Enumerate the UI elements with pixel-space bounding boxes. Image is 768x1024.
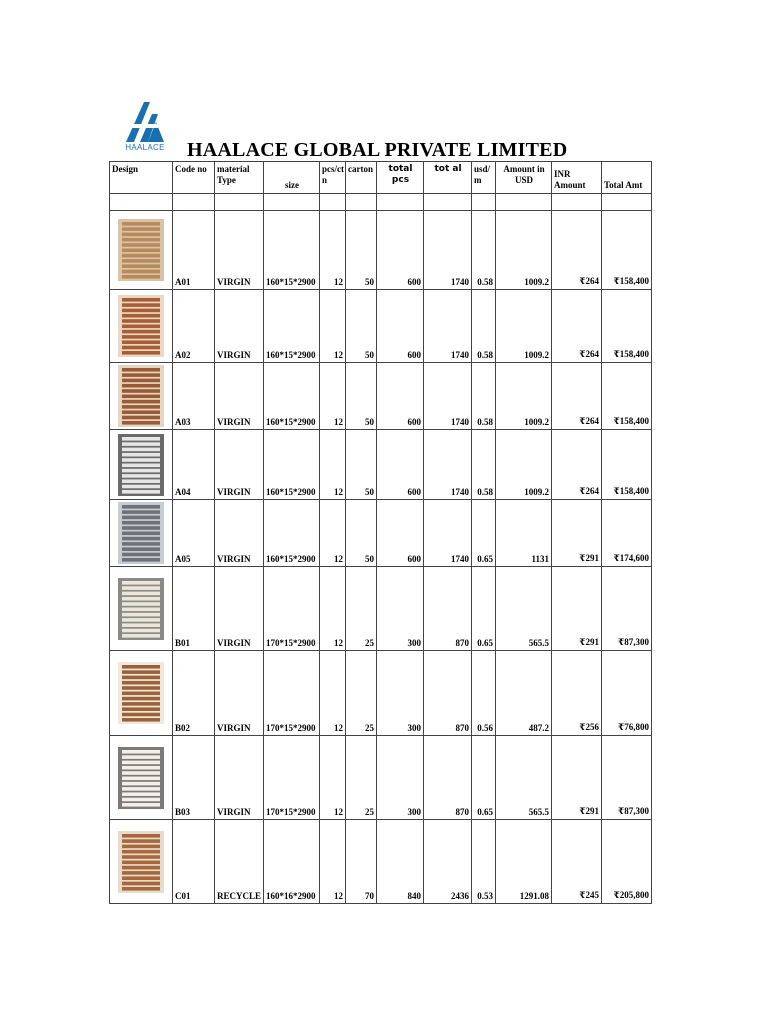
total-amt-cell: ₹205,800 xyxy=(602,820,652,904)
total-m-cell: 870 xyxy=(424,736,472,820)
amount-usd-cell: 1009.2 xyxy=(496,290,552,363)
code-cell: B01 xyxy=(173,567,215,651)
company-title: HAALACE GLOBAL PRIVATE LIMITED xyxy=(187,139,568,161)
total-pcs-cell: 600 xyxy=(377,500,424,567)
table-row xyxy=(110,567,652,651)
pcs-cell: 12 xyxy=(320,363,346,430)
amount-usd-cell: 565.5 xyxy=(496,736,552,820)
pcs-cell: 12 xyxy=(320,290,346,363)
material-cell: RECYCLE xyxy=(215,820,264,904)
carton-cell: 50 xyxy=(346,363,377,430)
design-image-cell xyxy=(110,567,173,651)
material-cell: VIRGIN xyxy=(215,567,264,651)
usd-m-cell: 0.58 xyxy=(472,211,496,290)
total-m-cell: 870 xyxy=(424,651,472,736)
carton-cell: 25 xyxy=(346,567,377,651)
material-cell: VIRGIN xyxy=(215,430,264,500)
code-cell: A04 xyxy=(173,430,215,500)
blind-sample-image xyxy=(118,662,164,724)
carton-cell: 50 xyxy=(346,430,377,500)
total-pcs-cell: 600 xyxy=(377,211,424,290)
total-amt-cell: ₹87,300 xyxy=(602,567,652,651)
carton-cell: 25 xyxy=(346,736,377,820)
usd-m-cell: 0.53 xyxy=(472,820,496,904)
blind-sample-image xyxy=(118,831,164,893)
amount-usd-cell: 1009.2 xyxy=(496,363,552,430)
code-cell: A01 xyxy=(173,211,215,290)
carton-cell: 25 xyxy=(346,651,377,736)
col-header-code: Code no xyxy=(173,162,215,194)
pcs-cell: 12 xyxy=(320,430,346,500)
amount-usd-cell: 1291.08 xyxy=(496,820,552,904)
total-amt-cell: ₹158,400 xyxy=(602,211,652,290)
col-header-material: material Type xyxy=(215,162,264,194)
table-row xyxy=(110,363,652,430)
table-row xyxy=(110,430,652,500)
blind-sample-image xyxy=(118,747,164,809)
total-pcs-cell: 600 xyxy=(377,430,424,500)
material-cell: VIRGIN xyxy=(215,736,264,820)
col-header-usd-m: usd/ m xyxy=(472,162,496,194)
usd-m-cell: 0.65 xyxy=(472,567,496,651)
table-row xyxy=(110,211,652,290)
col-header-total-amt: Total Amt xyxy=(602,162,652,194)
total-pcs-cell: 300 xyxy=(377,567,424,651)
haalace-logo-icon xyxy=(118,100,172,144)
inr-amount-cell: ₹291 xyxy=(552,567,602,651)
company-logo xyxy=(118,100,172,156)
carton-cell: 50 xyxy=(346,290,377,363)
material-cell: VIRGIN xyxy=(215,363,264,430)
header-row xyxy=(110,162,652,194)
material-cell: VIRGIN xyxy=(215,651,264,736)
table-row xyxy=(110,736,652,820)
total-pcs-cell: 300 xyxy=(377,651,424,736)
col-header-total-pcs: total pcs xyxy=(377,162,424,194)
carton-cell: 50 xyxy=(346,211,377,290)
design-image-cell xyxy=(110,651,173,736)
code-cell: A03 xyxy=(173,363,215,430)
blank-row xyxy=(110,194,652,211)
code-cell: C01 xyxy=(173,820,215,904)
table-row xyxy=(110,651,652,736)
size-cell: 170*15*2900 xyxy=(264,567,320,651)
blind-sample-image xyxy=(118,295,164,357)
design-image-cell xyxy=(110,500,173,567)
usd-m-cell: 0.58 xyxy=(472,430,496,500)
usd-m-cell: 0.56 xyxy=(472,651,496,736)
code-cell: A02 xyxy=(173,290,215,363)
pcs-cell: 12 xyxy=(320,211,346,290)
table-row xyxy=(110,290,652,363)
size-cell: 160*15*2900 xyxy=(264,500,320,567)
inr-amount-cell: ₹291 xyxy=(552,500,602,567)
logo-text: HAALACE xyxy=(125,143,165,152)
total-amt-cell: ₹174,600 xyxy=(602,500,652,567)
table-row xyxy=(110,500,652,567)
material-cell: VIRGIN xyxy=(215,500,264,567)
total-m-cell: 1740 xyxy=(424,211,472,290)
inr-amount-cell: ₹291 xyxy=(552,736,602,820)
product-table xyxy=(109,161,652,904)
amount-usd-cell: 565.5 xyxy=(496,567,552,651)
material-cell: VIRGIN xyxy=(215,211,264,290)
design-image-cell xyxy=(110,736,173,820)
usd-m-cell: 0.58 xyxy=(472,290,496,363)
total-pcs-cell: 600 xyxy=(377,363,424,430)
col-header-size: size xyxy=(264,162,320,194)
size-cell: 160*15*2900 xyxy=(264,211,320,290)
amount-usd-cell: 1009.2 xyxy=(496,211,552,290)
design-image-cell xyxy=(110,211,173,290)
code-cell: B03 xyxy=(173,736,215,820)
total-m-cell: 1740 xyxy=(424,363,472,430)
size-cell: 160*15*2900 xyxy=(264,430,320,500)
size-cell: 160*16*2900 xyxy=(264,820,320,904)
total-amt-cell: ₹158,400 xyxy=(602,363,652,430)
total-m-cell: 1740 xyxy=(424,500,472,567)
size-cell: 160*15*2900 xyxy=(264,363,320,430)
material-cell: VIRGIN xyxy=(215,290,264,363)
size-cell: 170*15*2900 xyxy=(264,736,320,820)
col-header-total-m: tot al xyxy=(424,162,472,194)
amount-usd-cell: 1009.2 xyxy=(496,430,552,500)
inr-amount-cell: ₹264 xyxy=(552,430,602,500)
total-pcs-cell: 840 xyxy=(377,820,424,904)
col-header-design: Design xyxy=(110,162,173,194)
usd-m-cell: 0.65 xyxy=(472,736,496,820)
inr-amount-cell: ₹256 xyxy=(552,651,602,736)
blind-sample-image xyxy=(118,365,164,427)
design-image-cell xyxy=(110,363,173,430)
pcs-cell: 12 xyxy=(320,567,346,651)
blind-sample-image xyxy=(118,219,164,281)
size-cell: 170*15*2900 xyxy=(264,651,320,736)
pcs-cell: 12 xyxy=(320,736,346,820)
design-image-cell xyxy=(110,290,173,363)
blind-sample-image xyxy=(118,434,164,496)
total-amt-cell: ₹76,800 xyxy=(602,651,652,736)
total-amt-cell: ₹158,400 xyxy=(602,430,652,500)
pcs-cell: 12 xyxy=(320,820,346,904)
design-image-cell xyxy=(110,820,173,904)
carton-cell: 70 xyxy=(346,820,377,904)
blind-sample-image xyxy=(118,578,164,640)
usd-m-cell: 0.65 xyxy=(472,500,496,567)
amount-usd-cell: 487.2 xyxy=(496,651,552,736)
amount-usd-cell: 1131 xyxy=(496,500,552,567)
total-amt-cell: ₹158,400 xyxy=(602,290,652,363)
col-header-pcs: pcs/ct n xyxy=(320,162,346,194)
total-m-cell: 1740 xyxy=(424,430,472,500)
total-m-cell: 1740 xyxy=(424,290,472,363)
inr-amount-cell: ₹245 xyxy=(552,820,602,904)
total-amt-cell: ₹87,300 xyxy=(602,736,652,820)
design-image-cell xyxy=(110,430,173,500)
inr-amount-cell: ₹264 xyxy=(552,211,602,290)
pcs-cell: 12 xyxy=(320,651,346,736)
col-header-carton: carton xyxy=(346,162,377,194)
col-header-inr-amount: INR Amount xyxy=(552,162,602,194)
code-cell: A05 xyxy=(173,500,215,567)
code-cell: B02 xyxy=(173,651,215,736)
pcs-cell: 12 xyxy=(320,500,346,567)
total-m-cell: 870 xyxy=(424,567,472,651)
total-pcs-cell: 600 xyxy=(377,290,424,363)
inr-amount-cell: ₹264 xyxy=(552,290,602,363)
blind-sample-image xyxy=(118,502,164,564)
usd-m-cell: 0.58 xyxy=(472,363,496,430)
table-row xyxy=(110,820,652,904)
total-m-cell: 2436 xyxy=(424,820,472,904)
size-cell: 160*15*2900 xyxy=(264,290,320,363)
total-pcs-cell: 300 xyxy=(377,736,424,820)
col-header-amount-usd: Amount in USD xyxy=(496,162,552,194)
inr-amount-cell: ₹264 xyxy=(552,363,602,430)
carton-cell: 50 xyxy=(346,500,377,567)
